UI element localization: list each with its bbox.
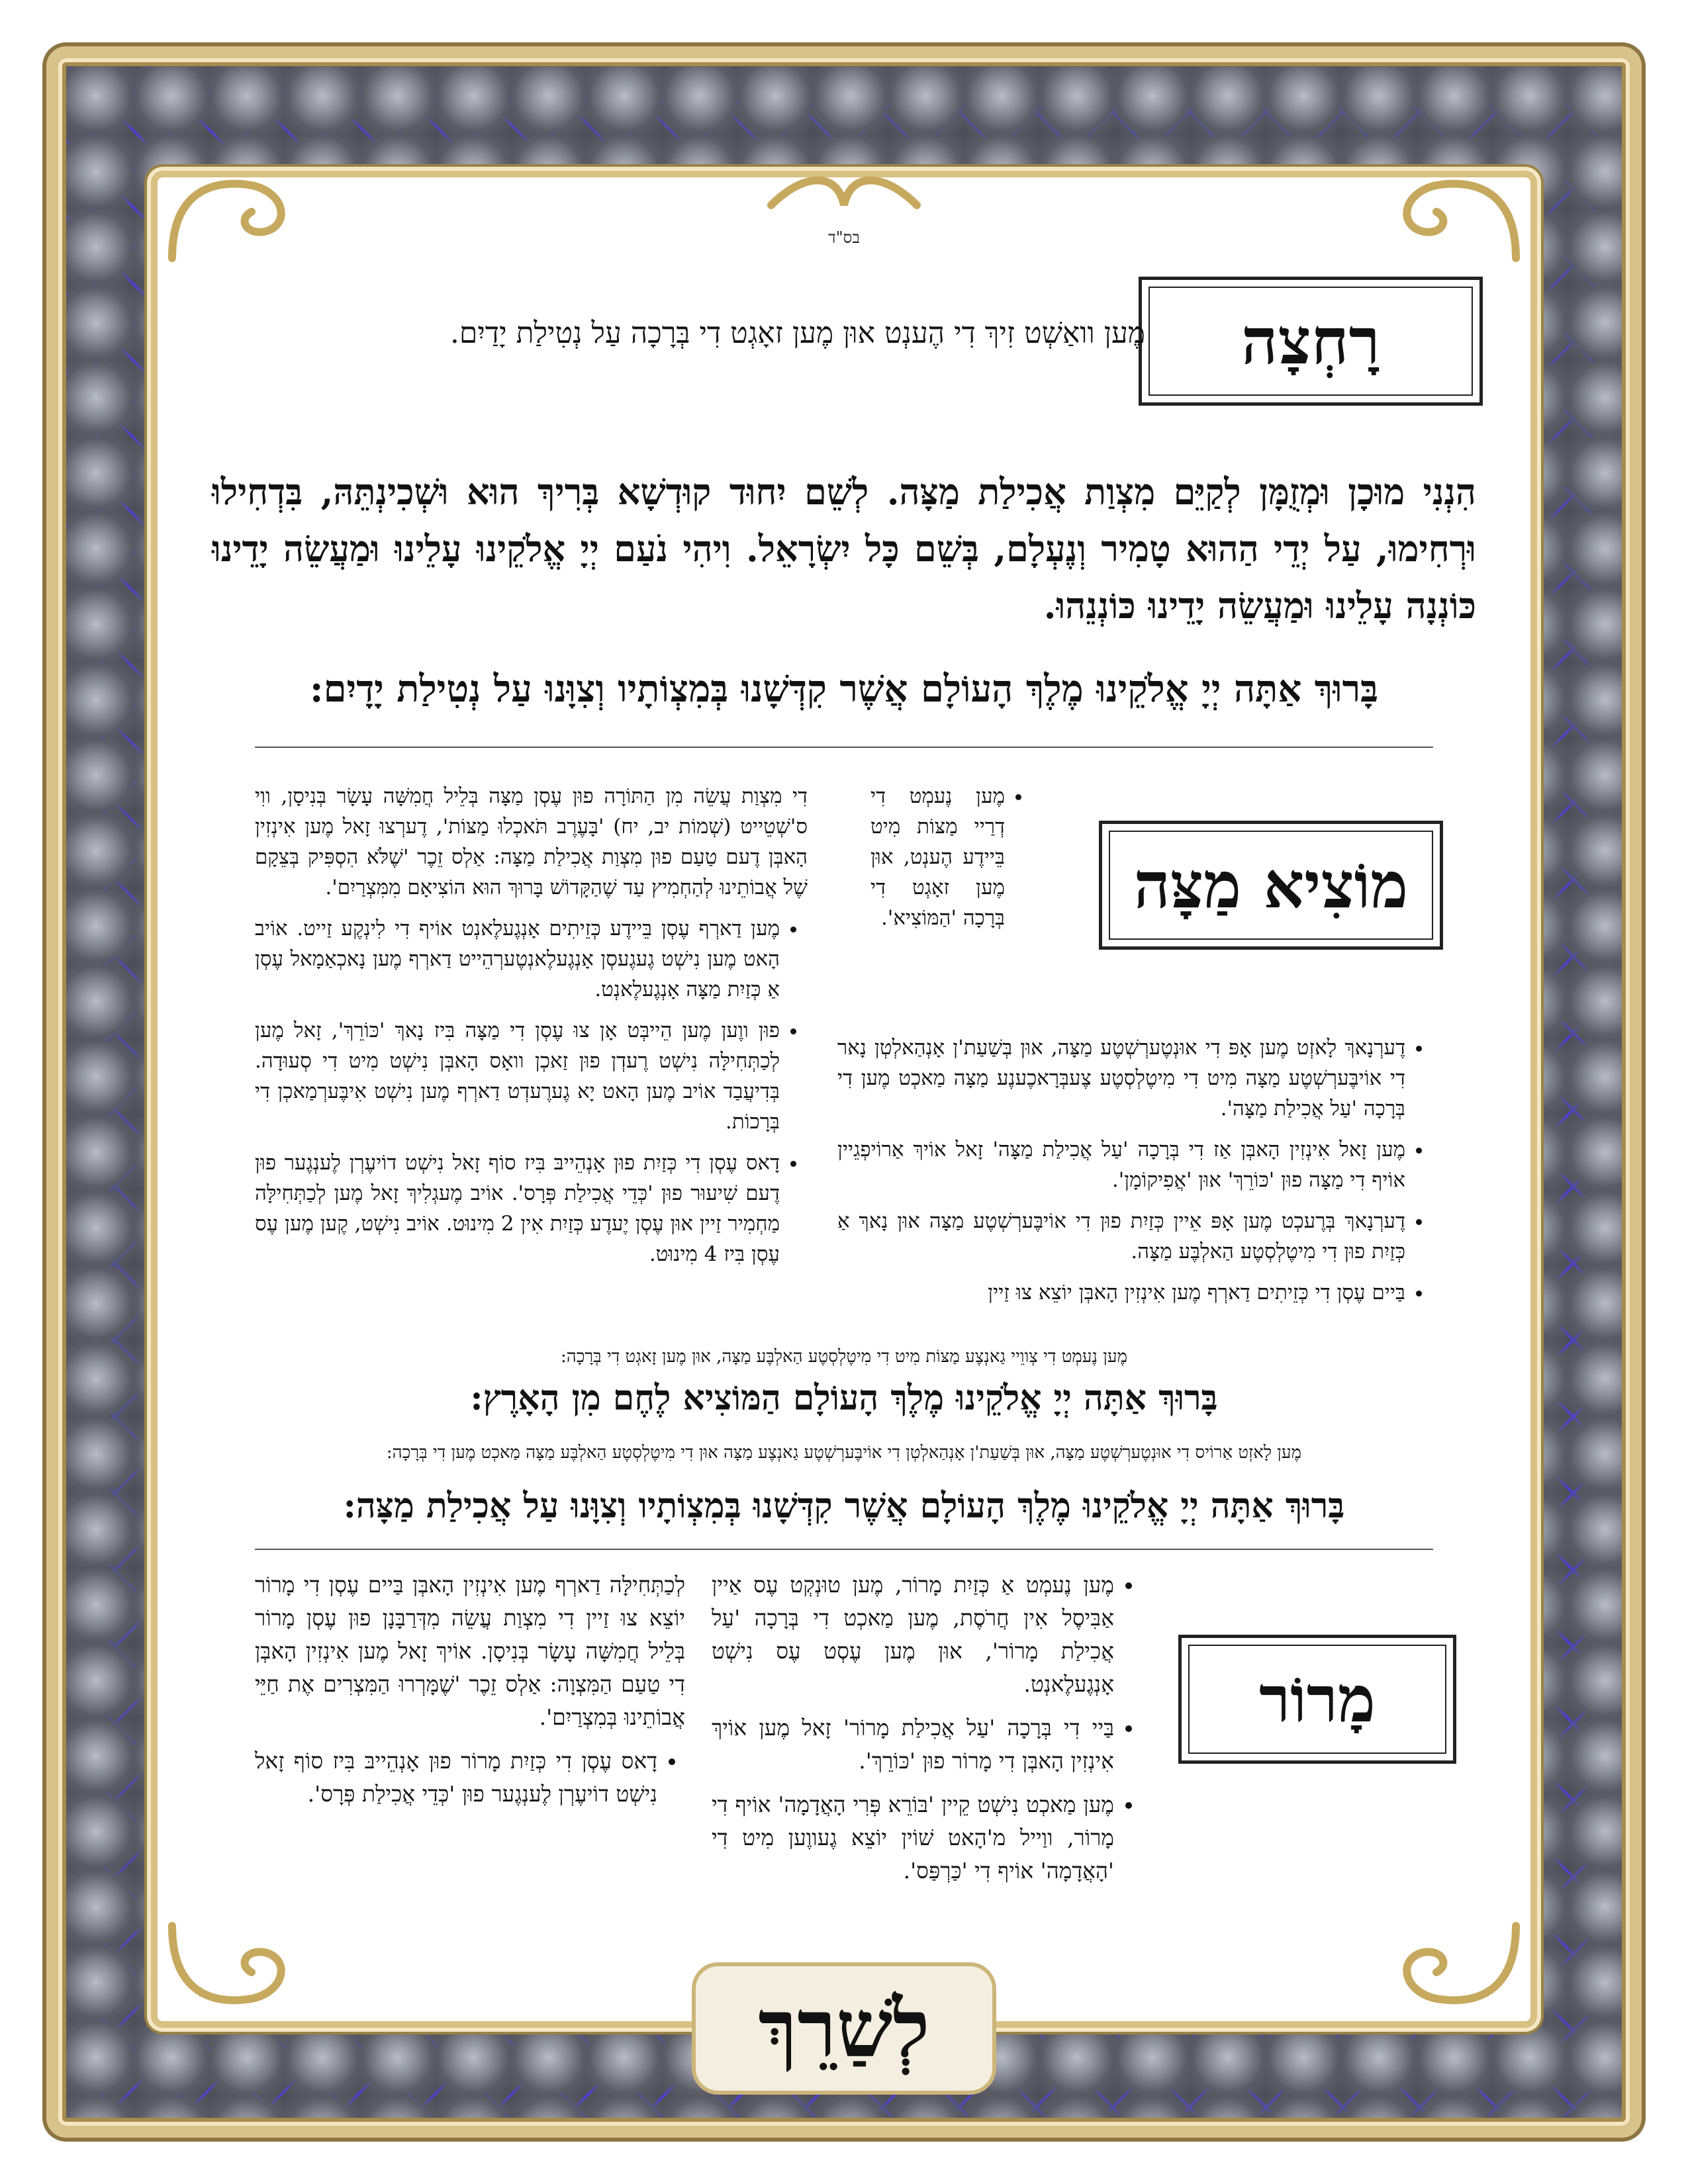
maror-left-column [255,1569,685,1821]
list-item: • מֶען מַאכְט נִישְׁט קֵיין 'בּוֹרֵא פְּרִי הָאֲדָמָה' אוֹיף דִי מָרוֹר, ווַייל מ'הָאט שׁוֹין יוֹצֵא גֶעווֶען מִיט דִי 'הָאֲדָמָה' אוֹיף דִי 'כַּרְפַּס'. [712,1788,1114,1888]
leshem-yichud-text: הִנְנִי מוּכָן וּמְזֻמָּן לְקַיֵּם מִצְוַת אֲכִילַת מַצָּה. לְשֵׁם יִחוּד קוּדְשָׁא בְּרִיךְ הוּא וּשְׁכִינְתֵּהּ, בִּדְחִילוּ וּרְחִימוּ, עַל יְדֵי הַהוּא טָמִיר וְנֶעְלָם, בְּשֵׁם כָּל יִשְׂרָאֵל. וִיהִי נֹעַם יְיָ אֱלֹקֵינוּ עָלֵינוּ וּמַעֲשֵׂה יָדֵינוּ כּוֹנְנָה עָלֵינוּ וּמַעֲשֵׂה יָדֵינוּ כּוֹנְנֵהוּ. [212,471,1476,627]
bsd-header: בס"ד [828,228,860,247]
al-achilas-matzah-bracha: בָּרוּךְ אַתָּה יְיָ אֱלֹקֵינוּ מֶלֶךְ הָעוֹלָם אֲשֶׁר קִדְּשָׁנוּ בְּמִצְוֹתָיו וְצִוָּנוּ עַל אֲכִילַת מַצָּה: [343,1486,1345,1526]
motzi-matzah-title-box [1099,821,1443,950]
maror-title-box [1178,1635,1456,1764]
list-item: • בַּיים עֶסְן דִי כְּזֵיתִים דַארְף מֶען אִינְזִין הָאבְּן יוֹצֵא צוּ זַיין [837,1277,1405,1308]
list-item: • מֶען נֶעמְט דִי דְרַיי מַצּוֹת מִיט בֵּיידֶע הֶענְט, אוּן מֶען זאָגְט דִי בְּרָכָה 'הַמּוֹצִיא'. [870,781,1005,933]
scroll-ornament-top-left [159,165,318,271]
maror-mitzvah-paragraph: לְכַתְּחִילָּה דַארְף מֶען אִינְזִין הָאבְּן בַּיים עֶסְן דִי מָרוֹר יוֹצֵא צוּ זַיין דִי מִצְוַת עֲשֵׂה מִדְּרַבָּנָן פוּן עֶסְן מָרוֹר בְּלֵיל חֲמִשָּׁה עָשָׂר בְּנִיסָן. אוֹיךְ זָאל מֶען אִינְזִין הָאבְּן דִי טַעַם הַמִּצְוָה: אַלְס זֵכֶר 'שֶׁמָּרְרוּ הַמִּצְרִים אֶת חַיֵּי אֲבוֹתֵינוּ בְּמִצְרַיִם'. [255,1572,685,1730]
list-item: • מֶען דַארְף עֶסְן בֵּיידֶע כְּזֵיתִים אָנְגֶעלֶאנְט אוֹיף דִי לִינְקֶע זַייט. אוֹיב הָאט מֶען נִישְׁט גֶעגֶעסְן אָנְגֶעלֶאנְטֶערְהֵייט דַארְף מֶען נָאכְאַמָאל עֶסְן אַ כְּזַיִת מַצָּה אָנְגֶעלֶאנְט. [255,913,780,1005]
list-item: • דָאס עֶסְן דִי כְּזַיִת פוּן אָנְהֵייבּ בִּיז סוֹף זָאל נִישְׁט דוֹיעֶרְן לֶענְגֶער פוּן דֶעם שִׁיעוּר פוּן 'כְּדֵי אֲכִילַת פְּרָס'. אוֹיב מֶעגְלִיךְ זָאל מֶען לְכַתְּחִילָּה מַחְמִיר זַיין אוּן עֶסְן יֶעדֶע כְּזַיִת אִין 2 מִינוּט. אוֹיב נִישְׁט, קֶען מֶען עֶס עֶסְן בִּיז 4 מִינוּט. [255,1148,780,1269]
rochtzah-title-box [1139,277,1483,406]
list-item: • דֶערְנָאךְ בְּרֶעכְט מֶען אָפּ אֵיין כְּזַיִת פוּן דִי אוֹיבֶּערְשְׁטֶע מַצָּה אוּן נָאךְ אַ כְּזַיִת פוּן דִי מִיטֶלְסְטֶע הַאלְבֶּע מַצָּה. [837,1206,1405,1267]
scroll-ornament-bottom-right [1370,1913,1529,2019]
motzi-mitzvah-paragraph: דִי מִצְוַת עֲשֵׂה מִן הַתּוֹרָה פוּן עֶסְן מַצָּה בְּלֵיל חֲמִשָּׁה עָשָׂר בְּנִיסָן, ווִי ס'שְׁטֵייט (שְׁמוֹת יב, יח) 'בָּעֶרֶב תֹּאכְלוּ מַצּוֹת', דֶערְצוּ זָאל מֶען אִינְזִין הָאבְּן דֶעם טַעַם פוּן מִצְוַת אֲכִילַת מַצָּה: אַלְס זֵכֶר 'שֶׁלֹּא הִסְפִּיק בְּצֵקָם שֶׁל אֲבוֹתֵינוּ לְהַחְמִיץ עַד שֶׁהַקָּדוֹשׁ בָּרוּךְ הוּא הוֹצִיאָם מִמִּצְרַיִם'. [255,784,808,899]
list-item: • מֶען זָאל אִינְזִין הָאבְּן אַז דִי בְּרָכָה 'עַל אֲכִילַת מַצָּה' זָאל אוֹיךְ אַרוֹיפְגֵיין אוֹיף דִי מַצָּה פוּן 'כּוֹרֵךְ' אוּן 'אֲפִיקוֹמָן'. [837,1134,1405,1195]
motzi-right-column [837,1032,1433,1318]
list-item: • מֶען נֶעמְט אַ כְּזַיִת מָרוֹר, מֶען טוּנְקְט עֶס אַיין אַבִּיסֶל אִין חֲרֹסֶת, מֶען מַאכְט דִי בְּרָכָה 'עַל אֲכִילַת מָרוֹר', אוּן מֶען עֶסְט עֶס נִישְׁט אָנְגֶעלֶאנְט. [712,1569,1114,1701]
motzi-instruction: מֶען נֶעמְט דִי צְווֵיי גַאנְצֶע מַצּוֹת מִיט דִי מִיטֶלְסְטֶע הַאלְבֶּע מַצָּה, אוּן מֶען זָאגְט דִי בְּרָכָה: [560,1347,1127,1367]
hamotzi-bracha: בָּרוּךְ אַתָּה יְיָ אֱלֹקֵינוּ מֶלֶךְ הָעוֹלָם הַמּוֹצִיא לֶחֶם מִן הָאָרֶץ: [470,1378,1218,1418]
logo-text: לְשַׁרֵךְ [758,1981,930,2075]
divider-line [255,1549,1433,1550]
list-item: • דָאס עֶסְן דִי כְּזַיִת מָרוֹר פוּן אָנְהֵייבּ בִּיז סוֹף זָאל נִישְׁט דוֹיעֶרְן לֶענְגֶער פוּן 'כְּדֵי אֲכִילַת פְּרָס'. [255,1745,657,1811]
motzi-matzah-title: מוֹצִיא מַצָּה [1133,848,1409,923]
scroll-ornament-top-right [1370,165,1529,271]
divider-line [255,747,1433,748]
list-item: • דֶערְנָאךְ לָאזְט מֶען אָפּ דִי אוּנְטֶערְשְׁטֶע מַצָּה, אוּן בְּשַׁעַת'ן אָנְהַאלְטְן נָאר דִי אוֹיבֶּערְשְׁטֶע מַצָּה מִיט דִי מִיטֶלְסְטֶע צֶעבְּרָאכֶענֶע מַצָּה מַאכְט מֶען דִי בְּרָכָה 'עַל אֲכִילַת מַצָּה'. [837,1032,1405,1124]
list-item: • פוּן ווֶען מֶען הֵייבְּט אָן צוּ עֶסְן דִי מַצָּה בִּיז נָאךְ 'כּוֹרֵךְ', זָאל מֶען לְכַתְּחִילָּה נִישְׁט רֶעדְן פוּן זַאכְן וואָס הָאבְּן נִישְׁט מִיט דִי סְעוּדָה. בְּדִיעֲבַד אוֹיב מֶען הָאט יָא גֶערֶעדְט דַארְף מֶען נִישְׁט אִיבֶּערְמַאכְן דִי בְּרָכוֹת. [255,1015,780,1137]
scroll-ornament-top-center [765,165,923,271]
scroll-ornament-bottom-left [159,1913,318,2019]
maror-title: מָרוֹר [1259,1662,1376,1737]
motzi-left-column [255,781,808,1280]
maror-right-column [712,1569,1142,1898]
rochtzah-instruction: מֶען וואַשְׁט זִיךְ דִי הֶענְט אוּן מֶען זאָגְט דִי בְּרָכָה עַל נְטִילַת יָדַיִם. [449,316,1145,350]
al-achilas-matzah-instruction: מֶען לָאזְט אַרוֹיס דִי אוּנְטֶערְשְׁטֶע מַצָּה, אוּן בְּשַׁעַת'ן אָנְהַאלְטְן דִי אוֹיבֶּערְשְׁטֶע גַאנְצֶע מַצָּה אוּן דִי מִיטֶלְסְטֶע הַאלְבֶּע מַצָּה מַאכְט מֶען דִי בְּרָכָה: [386,1443,1302,1463]
rochtzah-title: רָחְצָה [1241,304,1380,379]
list-item: • בַּיי דִי בְּרָכָה 'עַל אֲכִילַת מָרוֹר' זָאל מֶען אוֹיךְ אִינְזִין הָאבְּן דִי מָרוֹר פוּן 'כּוֹרֵךְ'. [712,1711,1114,1778]
leshareich-logo [692,1962,996,2095]
motzi-short-column [870,781,1033,944]
netilas-yadayim-bracha: בָּרוּךְ אַתָּה יְיָ אֱלֹקֵינוּ מֶלֶךְ הָעוֹלָם אֲשֶׁר קִדְּשָׁנוּ בְּמִצְוֹתָיו וְצִוָּנוּ עַל נְטִילַת יָדָיִם: [309,667,1379,711]
